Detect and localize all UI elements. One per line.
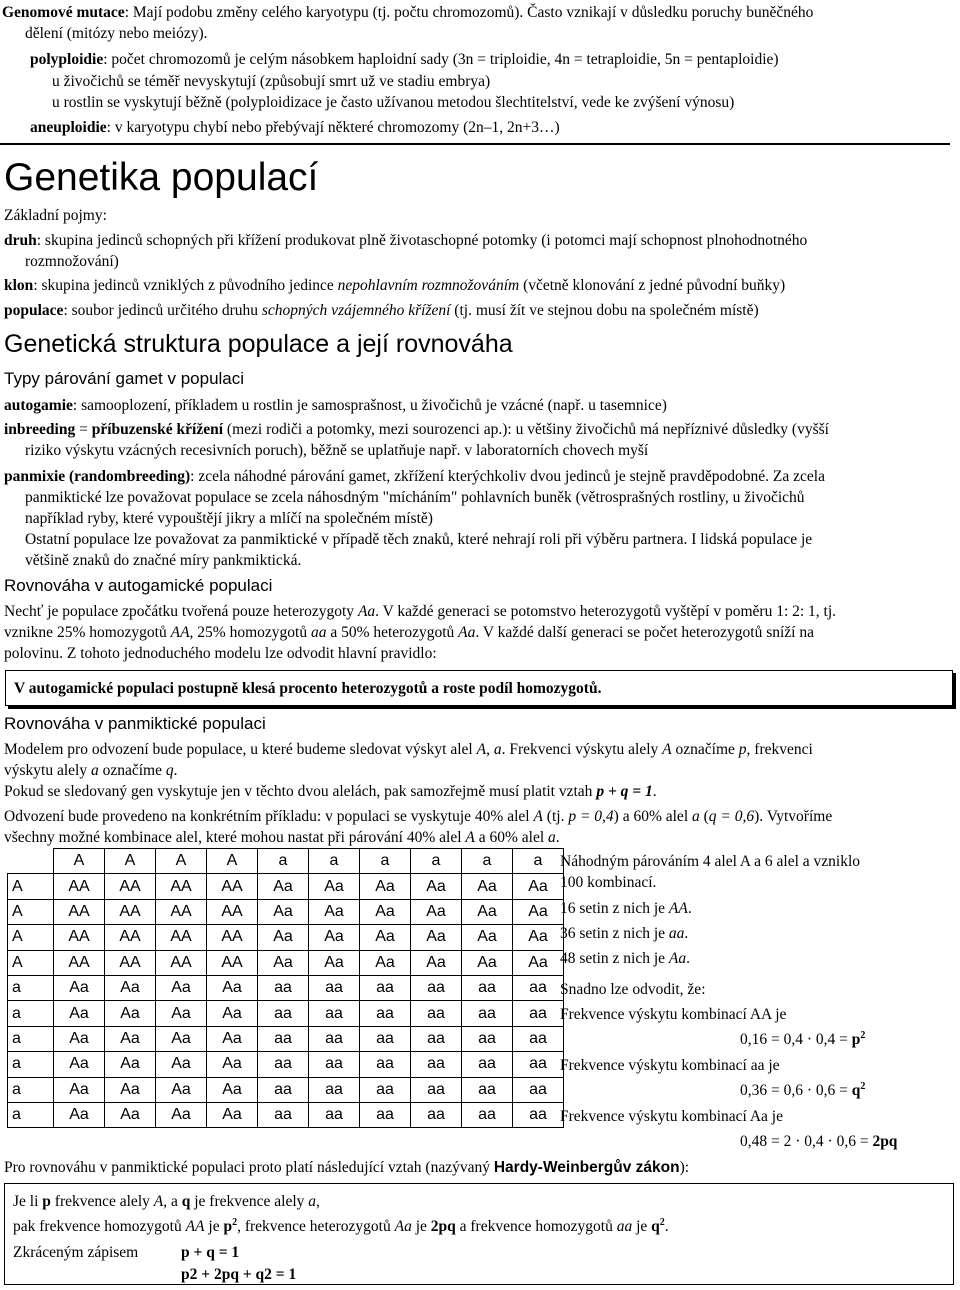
grid-cell: Aa <box>207 975 258 1000</box>
grid-cell: aa <box>411 1052 462 1077</box>
grid-cell: Aa <box>411 950 462 975</box>
grid-cell: aa <box>462 1026 513 1051</box>
grid-cell: Aa <box>309 925 360 950</box>
paragraph-genomove-mutace-cont: dělení (mitózy nebo meiózy). <box>25 25 208 42</box>
grid-cell: Aa <box>258 899 309 924</box>
paragraph-panmixie-line2: panmiktické lze považovat populace se zcela náhosdným "mícháním" pohlavních buněk (větrosprašných rostliny, u živočichů <box>25 489 805 506</box>
allele-combination-table <box>7 848 564 1128</box>
grid-cell: aa <box>258 1052 309 1077</box>
hw-line-2: pak frekvence homozygotů AA je $p^2$, frekvence heterozygotů Aa je 2pq a frekvence homozygotů aa je $q^2$. <box>13 1217 669 1235</box>
paragraph-polyploidie: polyploidie: počet chromozomů je celým násobkem haploidní sady (3n = triploidie, 4n = tetraploidie, 5n = pentaploidie) <box>30 51 779 68</box>
paragraph-autogamie: autogamie: samooplození, příkladem u rostlin je samosprašnost, u živočichů je vzácné (např. u tasemnice) <box>4 397 667 414</box>
grid-cell: Aa <box>207 1102 258 1127</box>
grid-col-header: A <box>207 849 258 874</box>
grid-cell: Aa <box>105 1077 156 1102</box>
grid-header-row <box>8 849 564 874</box>
paragraph-panmixie: panmixie (randombreeding): zcela náhodné párování gamet, zkřížení kterýchkoliv dvou jedinců je stejně pravděpodobné. Za zcela <box>4 468 825 485</box>
grid-col-header: a <box>360 849 411 874</box>
grid-cell: aa <box>258 1001 309 1026</box>
grid-cell: aa <box>411 1077 462 1102</box>
term-genomove-mutace: Genomové mutace <box>2 4 125 21</box>
grid-cell: Aa <box>207 1052 258 1077</box>
grid-cell: Aa <box>513 899 564 924</box>
paragraph-autogamicka-3: polovinu. Z tohoto jednoduchého modelu lze odvodit hlavní pravidlo: <box>4 645 437 662</box>
grid-cell: Aa <box>258 874 309 899</box>
grid-row-header: A <box>8 874 54 899</box>
grid-cell: Aa <box>309 899 360 924</box>
term-inbreeding: inbreeding <box>4 421 76 438</box>
grid-cell: Aa <box>258 950 309 975</box>
grid-cell: AA <box>105 899 156 924</box>
freq-Aa-label: Frekvence výskytu kombinací Aa je <box>560 1108 783 1125</box>
grid-cell: Aa <box>54 1102 105 1127</box>
paragraph-panmikticka-4: Odvození bude provedeno na konkrétním příkladu: v populaci se vyskytuje 40% alel A (tj. p = 0,4) a 60% alel a (q = 0,6). Vytvoříme <box>4 808 833 825</box>
grid-col-header: a <box>309 849 360 874</box>
grid-cell: AA <box>105 874 156 899</box>
term-panmixie: panmixie (randombreeding) <box>4 468 191 485</box>
paragraph-klon: klon: skupina jedinců vzniklých z původního jedince nepohlavním rozmnožováním (včetně klonování z jedné původní buňky) <box>4 277 786 294</box>
paragraph-druh-cont: rozmnožování) <box>25 253 119 270</box>
paragraph-panmikticka-5: všechny možné kombinace alel, které mohou nastat při párování 40% alel A a 60% alel a. <box>4 829 560 846</box>
grid-cell: aa <box>411 1026 462 1051</box>
grid-cell: aa <box>360 975 411 1000</box>
grid-row-header: a <box>8 1102 54 1127</box>
hw-equation-2: p2 + 2pq + q2 = 1 <box>181 1266 297 1283</box>
grid-cell: AA <box>156 899 207 924</box>
paragraph-panmixie-line3: například ryby, které vypouštějí jikry a mlíčí na společném místě) <box>25 510 433 527</box>
grid-cell: aa <box>462 975 513 1000</box>
grid-cell: Aa <box>54 1026 105 1051</box>
grid-cell: Aa <box>513 950 564 975</box>
grid-cell: aa <box>258 1102 309 1127</box>
grid-cell: aa <box>309 1077 360 1102</box>
term-klon: klon <box>4 277 34 294</box>
paragraph-panmikticka-3: Pokud se sledovaný gen vyskytuje jen v těchto dvou alelách, pak samozřejmě musí platit vztah p + q = 1. <box>4 783 657 800</box>
grid-cell: Aa <box>207 1001 258 1026</box>
grid-cell: AA <box>54 899 105 924</box>
grid-row-header: a <box>8 975 54 1000</box>
subheading-rovnovaha-panmikticke: Rovnováha v panmiktické populaci <box>4 714 266 733</box>
subheading-zakladni-pojmy: Základní pojmy: <box>4 207 107 224</box>
grid-cell: AA <box>156 925 207 950</box>
paragraph-genomove-mutace: Genomové mutace: Mají podobu změny celého karyotypu (tj. počtu chromozomů). Často vznikají v důsledku poruchy buněčného <box>2 4 814 21</box>
grid-cell: Aa <box>105 1026 156 1051</box>
paragraph-hardy-weinberg-intro: Pro rovnováhu v panmiktické populaci proto platí následující vztah (nazývaný Hardy-Weinbergův zákon): <box>4 1159 690 1176</box>
grid-cell: AA <box>105 925 156 950</box>
grid-cell: aa <box>258 1026 309 1051</box>
grid-cell: Aa <box>462 950 513 975</box>
grid-row-header: a <box>8 1026 54 1051</box>
grid-cell: aa <box>462 1001 513 1026</box>
grid-cell: Aa <box>54 1052 105 1077</box>
grid-cell: aa <box>513 975 564 1000</box>
term-polyploidie: polyploidie <box>30 51 104 68</box>
grid-row-header: a <box>8 1052 54 1077</box>
grid-cell: aa <box>513 1077 564 1102</box>
side-note-Aa: 48 setin z nich je Aa. <box>560 950 690 967</box>
grid-cell: Aa <box>258 925 309 950</box>
paragraph-druh: druh: skupina jedinců schopných při křížení produkovat plně životaschopné potomky (i potomci mají schopnost plnohodnotného <box>4 232 808 249</box>
hw-short-label: Zkráceným zápisem <box>13 1244 139 1261</box>
grid-cell: Aa <box>462 874 513 899</box>
side-note-AA: 16 setin z nich je AA. <box>560 900 692 917</box>
term-populace: populace <box>4 302 64 319</box>
grid-cell: aa <box>513 1102 564 1127</box>
grid-cell: aa <box>309 1102 360 1127</box>
divider-line <box>0 143 950 145</box>
grid-cell: Aa <box>360 950 411 975</box>
grid-row <box>8 1026 564 1051</box>
grid-col-header: A <box>105 849 156 874</box>
grid-cell: Aa <box>207 1077 258 1102</box>
term-druh: druh <box>4 232 37 249</box>
grid-row <box>8 925 564 950</box>
grid-cell: AA <box>207 874 258 899</box>
grid-cell: Aa <box>105 1001 156 1026</box>
grid-cell: Aa <box>54 1001 105 1026</box>
grid-row <box>8 874 564 899</box>
subheading-typy-parovani: Typy párování gamet v populaci <box>4 369 245 388</box>
freq-Aa-equation: 0,48 = 2 · 0,4 · 0,6 = 2pq <box>740 1133 898 1150</box>
grid-cell: aa <box>360 1026 411 1051</box>
side-note-line1: Náhodným párováním 4 alel A a 6 alel a vzniklo <box>560 853 861 870</box>
grid-col-header: a <box>411 849 462 874</box>
grid-cell: Aa <box>156 1052 207 1077</box>
grid-cell: aa <box>462 1052 513 1077</box>
grid-row-header: A <box>8 925 54 950</box>
paragraph-autogamicka-1: Nechť je populace zpočátku tvořená pouze heterozygoty Aa. V každé generaci se potomstvo heterozygotů vyštěpí v poměru 1: 2: 1, tj. <box>4 603 837 620</box>
grid-row-header: A <box>8 899 54 924</box>
paragraph-inbreeding: inbreeding = příbuzenské křížení (mezi rodiči a potomky, mezi sourozenci ap.): u většiny živočichů má nepříznivé důsledky (vyšší <box>4 421 829 438</box>
paragraph-populace: populace: soubor jedinců určitého druhu schopných vzájemného křížení (tj. musí žít ve stejnou dobu na společném místě) <box>4 302 759 319</box>
grid-cell: Aa <box>360 925 411 950</box>
grid-cell: aa <box>309 1026 360 1051</box>
grid-row <box>8 1001 564 1026</box>
heading-genetika-populaci: Genetika populací <box>4 156 319 199</box>
grid-row <box>8 1102 564 1127</box>
grid-cell: Aa <box>513 925 564 950</box>
grid-cell: AA <box>54 925 105 950</box>
grid-cell: aa <box>258 1077 309 1102</box>
grid-col-header: a <box>513 849 564 874</box>
grid-cell: AA <box>54 950 105 975</box>
hw-line-1: Je li p frekvence alely A, a q je frekvence alely a, <box>13 1193 320 1210</box>
grid-cell: Aa <box>54 975 105 1000</box>
grid-cell: aa <box>513 1001 564 1026</box>
grid-cell: AA <box>207 899 258 924</box>
paragraph-autogamicka-2: vznikne 25% homozygotů AA, 25% homozygotů aa a 50% heterozygotů Aa. V každé další generaci se počet heterozygotů sníží na <box>4 624 814 641</box>
grid-row-header: a <box>8 1001 54 1026</box>
paragraph-aneuploidie: aneuploidie: v karyotypu chybí nebo přebývají některé chromozomy (2n–1, 2n+3…) <box>30 119 560 136</box>
grid-cell: Aa <box>513 874 564 899</box>
grid-cell: Aa <box>156 1077 207 1102</box>
subheading-rovnovaha-autogamicke: Rovnováha v autogamické populaci <box>4 576 273 595</box>
grid-row <box>8 899 564 924</box>
paragraph-panmikticka-2: výskytu alely a označíme q. <box>4 762 178 779</box>
grid-cell: aa <box>258 975 309 1000</box>
paragraph-panmixie-line4: Ostatní populace lze považovat za panmiktické v případě těch znaků, které nehrají roli při výběru partnera. I lidská populace je <box>25 531 813 548</box>
grid-row <box>8 950 564 975</box>
grid-cell: Aa <box>360 874 411 899</box>
paragraph-panmikticka-1: Modelem pro odvození bude populace, u které budeme sledovat výskyt alel A, a. Frekvenci výskytu alely A označíme p, frekvenci <box>4 741 813 758</box>
grid-cell: aa <box>513 1052 564 1077</box>
grid-cell: AA <box>156 874 207 899</box>
grid-cell: Aa <box>462 899 513 924</box>
paragraph-inbreeding-cont: riziko výskytu vzácných recesivních poruch), běžně se uplatňuje např. v laboratorních chovech myší <box>25 442 649 459</box>
grid-cell: Aa <box>54 1077 105 1102</box>
heading-geneticka-struktura: Genetická struktura populace a její rovnováha <box>4 330 513 358</box>
grid-cell: AA <box>105 950 156 975</box>
freq-AA-label: Frekvence výskytu kombinací AA je <box>560 1006 787 1023</box>
side-note-aa: 36 setin z nich je aa. <box>560 925 689 942</box>
grid-corner <box>8 849 54 874</box>
grid-row-header: a <box>8 1077 54 1102</box>
grid-cell: aa <box>309 1001 360 1026</box>
grid-cell: aa <box>360 1052 411 1077</box>
rule-text: V autogamické populaci postupně klesá procento heterozygotů a roste podíl homozygotů. <box>14 680 602 697</box>
grid-cell: aa <box>309 975 360 1000</box>
grid-cell: Aa <box>156 1102 207 1127</box>
grid-cell: aa <box>411 1001 462 1026</box>
side-note-line2: 100 kombinací. <box>560 874 657 891</box>
grid-cell: Aa <box>309 874 360 899</box>
grid-col-header: a <box>258 849 309 874</box>
freq-aa-equation: $0,36 = 0,6 \cdot 0,6 = q^2$ <box>740 1081 866 1099</box>
grid-cell: Aa <box>156 975 207 1000</box>
polyploidie-line-3: u rostlin se vyskytují běžně (polyploidizace je často užívanou metodou šlechtitelství, vede ke zvýšení výnosu) <box>52 94 735 111</box>
polyploidie-line-2: u živočichů se téměř nevyskytují (způsobují smrt už ve stadiu embrya) <box>52 73 491 90</box>
grid-cell: Aa <box>411 874 462 899</box>
grid-cell: aa <box>462 1077 513 1102</box>
grid-row <box>8 975 564 1000</box>
grid-cell: aa <box>513 1026 564 1051</box>
freq-AA-equation: $0,16 = 0,4 \cdot 0,4 = p^2$ <box>740 1030 866 1048</box>
grid-cell: aa <box>309 1052 360 1077</box>
grid-cell: aa <box>411 1102 462 1127</box>
grid-cell: Aa <box>105 1052 156 1077</box>
grid-cell: aa <box>462 1102 513 1127</box>
grid-cell: Aa <box>105 1102 156 1127</box>
grid-col-header: A <box>156 849 207 874</box>
hardy-weinberg-name: Hardy-Weinbergův zákon <box>493 1159 680 1176</box>
term-autogamie: autogamie <box>4 397 73 414</box>
grid-cell: AA <box>54 874 105 899</box>
grid-cell: Aa <box>156 1026 207 1051</box>
grid-cell: Aa <box>411 925 462 950</box>
grid-cell: AA <box>207 925 258 950</box>
grid-cell: AA <box>207 950 258 975</box>
grid-cell: Aa <box>156 1001 207 1026</box>
grid-col-header: a <box>462 849 513 874</box>
grid-cell: aa <box>360 1077 411 1102</box>
grid-cell: Aa <box>411 899 462 924</box>
grid-cell: Aa <box>309 950 360 975</box>
grid-row-header: A <box>8 950 54 975</box>
freq-aa-label: Frekvence výskytu kombinací aa je <box>560 1057 780 1074</box>
hw-equation-1: p + q = 1 <box>181 1244 240 1261</box>
paragraph-panmixie-line5: většině znaků do značné míry pankmiktická. <box>25 552 302 569</box>
grid-cell: Aa <box>360 899 411 924</box>
grid-col-header: A <box>54 849 105 874</box>
grid-cell: aa <box>411 975 462 1000</box>
grid-row <box>8 1077 564 1102</box>
grid-cell: Aa <box>207 1026 258 1051</box>
grid-cell: Aa <box>462 925 513 950</box>
grid-cell: Aa <box>105 975 156 1000</box>
side-note-snadno: Snadno lze odvodit, že: <box>560 981 706 998</box>
term-aneuploidie: aneuploidie <box>30 119 107 136</box>
grid-row <box>8 1052 564 1077</box>
grid-cell: AA <box>156 950 207 975</box>
grid-cell: aa <box>360 1102 411 1127</box>
grid-cell: aa <box>360 1001 411 1026</box>
